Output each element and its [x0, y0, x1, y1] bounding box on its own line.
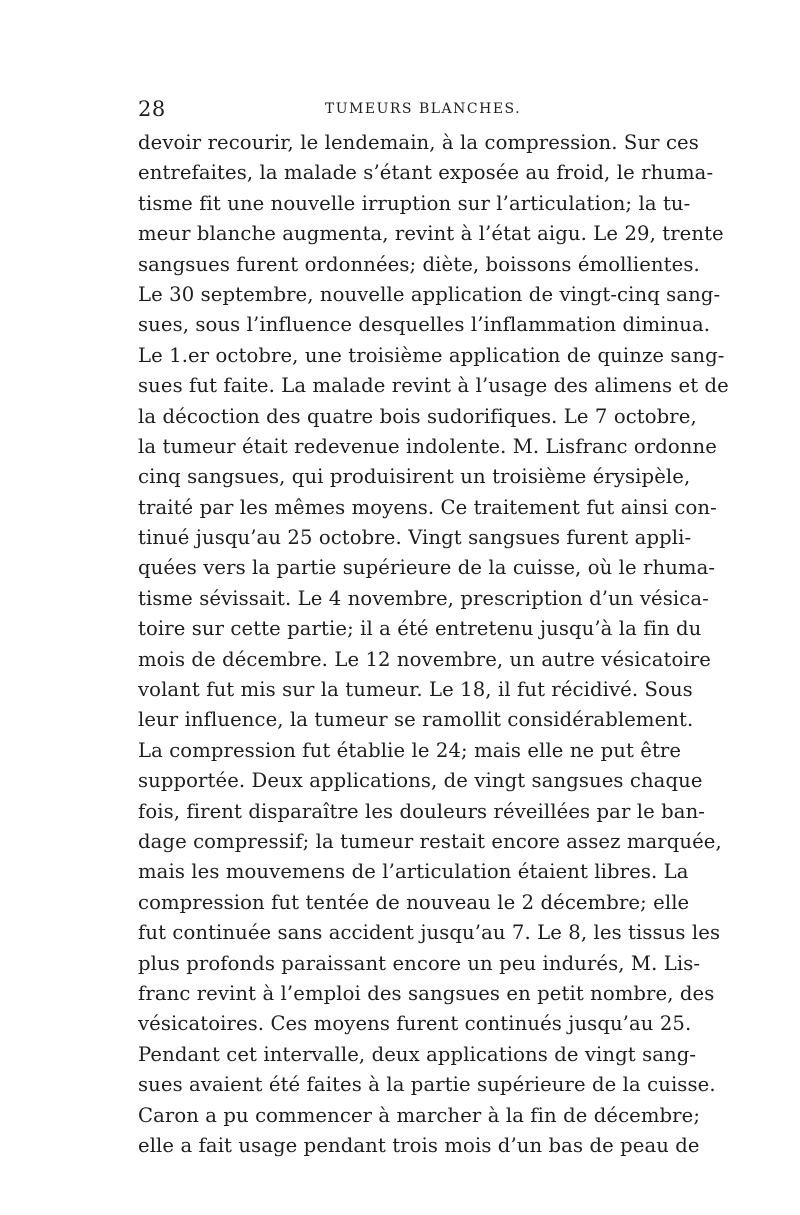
- text-line: la tumeur était redevenue indolente. M. Lisfranc ordonne: [138, 434, 717, 458]
- text-line: Le 30 septembre, nouvelle application de vingt-cinq sang-: [138, 282, 721, 306]
- text-line: Pendant cet intervalle, deux applications de vingt sang-: [138, 1042, 697, 1066]
- text-line: franc revint à l’emploi des sangsues en petit nombre, des: [138, 981, 715, 1005]
- text-line: fut continuée sans accident jusqu’au 7. Le 8, les tissus les: [138, 921, 721, 945]
- text-line: sues, sous l’influence desquelles l’inflammation diminua.: [138, 313, 711, 337]
- running-head: [138, 95, 668, 125]
- text-line: dage compressif; la tumeur restait encore assez marquée,: [138, 829, 722, 853]
- body-text: [138, 128, 729, 1161]
- text-line: volant fut mis sur la tumeur. Le 18, il fut récidivé. Sous: [138, 678, 693, 702]
- text-line: La compression fut établie le 24; mais elle ne put être: [138, 738, 682, 762]
- text-line: entrefaites, la malade s’étant exposée au froid, le rhuma-: [138, 161, 714, 185]
- text-line: mois de décembre. Le 12 novembre, un autre vésicatoire: [138, 647, 711, 671]
- text-line: quées vers la partie supérieure de la cuisse, où le rhuma-: [138, 556, 716, 580]
- text-line: sangsues furent ordonnées; diète, boissons émollientes.: [138, 252, 700, 276]
- text-line: toire sur cette partie; il a été entretenu jusqu’à la fin du: [138, 617, 702, 641]
- text-line: traité par les mêmes moyens. Ce traitement fut ainsi con-: [138, 495, 717, 519]
- text-line: compression fut tentée de nouveau le 2 décembre; elle: [138, 890, 690, 914]
- text-line: elle a fait usage pendant trois mois d’un bas de peau de: [138, 1133, 700, 1157]
- page-number: 28: [138, 97, 166, 121]
- text-line: meur blanche augmenta, revint à l’état aigu. Le 29, trente: [138, 222, 724, 246]
- text-line: la décoction des quatre bois sudorifiques. Le 7 octobre,: [138, 404, 697, 428]
- text-line: supportée. Deux applications, de vingt sangsues chaque: [138, 769, 703, 793]
- text-line: fois, firent disparaître les douleurs réveillées par le ban-: [138, 799, 706, 823]
- text-line: leur influence, la tumeur se ramollit considérablement.: [138, 708, 694, 732]
- running-title: TUMEURS BLANCHES.: [324, 101, 522, 117]
- text-line: plus profonds paraissant encore un peu indurés, M. Lis-: [138, 951, 701, 975]
- text-line: vésicatoires. Ces moyens furent continués jusqu’au 25.: [138, 1012, 692, 1036]
- text-line: devoir recourir, le lendemain, à la compression. Sur ces: [138, 131, 699, 154]
- text-line: tinué jusqu’au 25 octobre. Vingt sangsues furent appli-: [138, 526, 692, 550]
- text-line: Le 1.er octobre, une troisième application de quinze sang-: [138, 343, 725, 367]
- text-line: tisme fit une nouvelle irruption sur l’articulation; la tu-: [138, 191, 691, 215]
- text-line: sues fut faite. La malade revint à l’usage des alimens et de: [138, 374, 729, 398]
- text-line: mais les mouvemens de l’articulation étaient libres. La: [138, 860, 689, 884]
- text-line: tisme sévissait. Le 4 novembre, prescription d’un vésica-: [138, 586, 709, 610]
- text-line: sues avaient été faites à la partie supérieure de la cuisse.: [138, 1073, 716, 1097]
- text-line: cinq sangsues, qui produisirent un troisième érysipèle,: [138, 465, 691, 489]
- text-line: Caron a pu commencer à marcher à la fin de décembre;: [138, 1103, 701, 1127]
